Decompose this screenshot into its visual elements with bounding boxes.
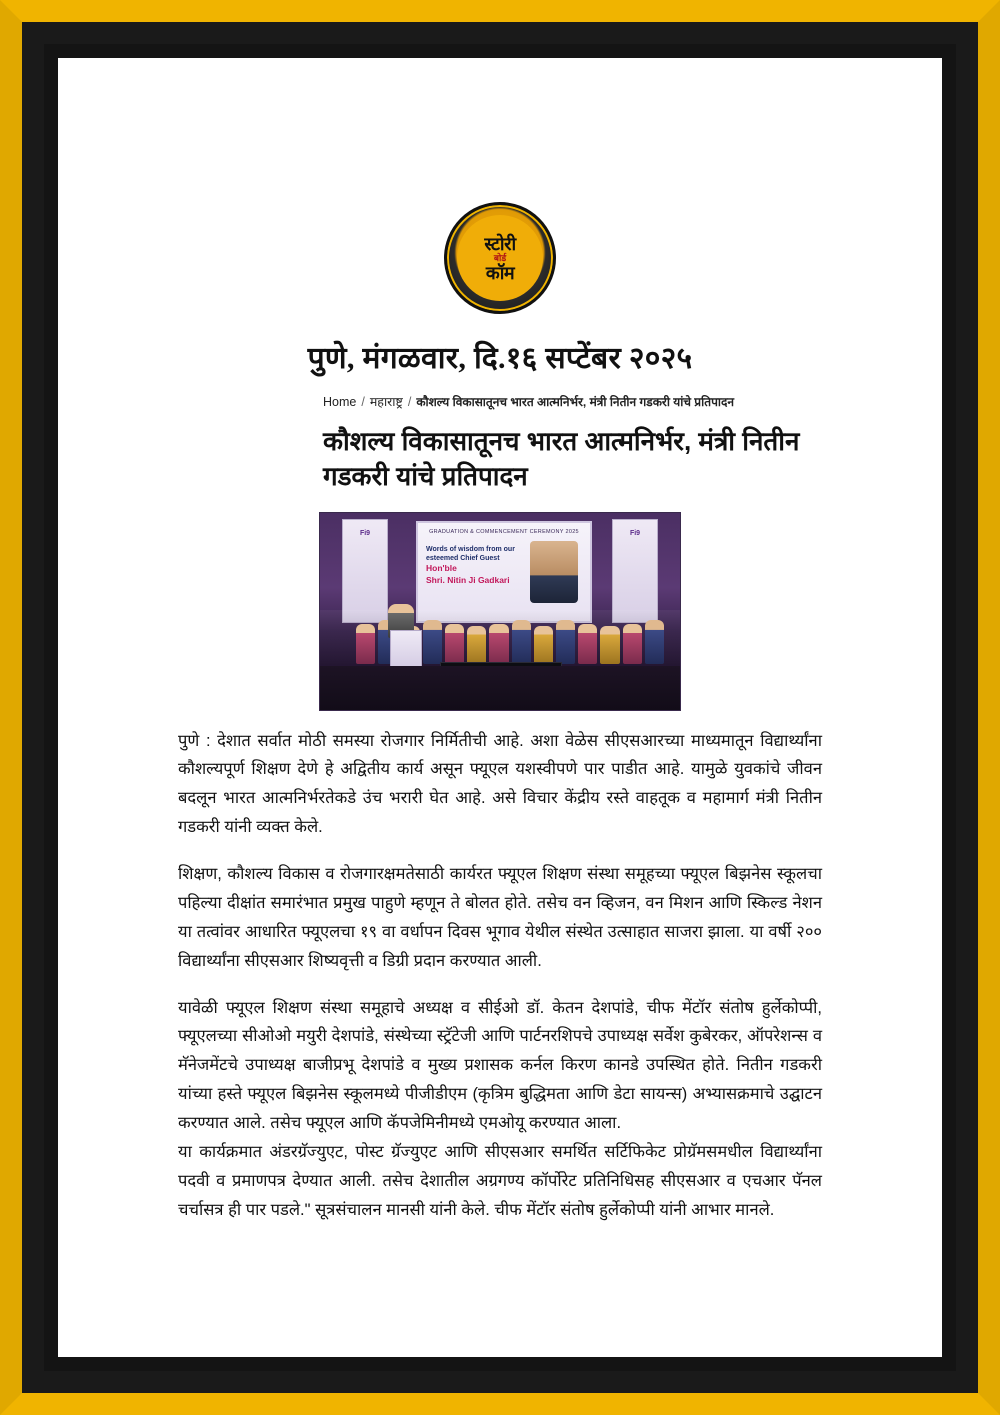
article-page bbox=[94, 94, 906, 1321]
photo-screen-line-1: Words of wisdom from our esteemed Chief Guest bbox=[426, 545, 515, 563]
breadcrumb-separator-1: / bbox=[361, 395, 365, 409]
breadcrumb-section[interactable]: महाराष्ट्र bbox=[369, 395, 403, 409]
article-paragraph: पुणे : देशात सर्वात मोठी समस्या रोजगार निर्मितीची आहे. अशा वेळेस सीएसआरच्या माध्यमातून विद्यार्थ्यांना कौशल्यपूर्ण शिक्षण देणे हे अद्वितीय कार्य असून फ्यूएल यशस्वीपणे पार पाडीत आहे. यामुळे युवकांचे जीवन बदलून भारत आत्मनिर्भरतेकडे उंच भरारी घेत आहे. असे विचार केंद्रीय रस्ते वाहतूक व महामार्ग मंत्री नितीन गडकरी यांनी व्यक्त केले. bbox=[178, 731, 822, 837]
article-paragraph: शिक्षण, कौशल्य विकास व रोजगारक्षमतेसाठी कार्यरत फ्यूएल शिक्षण संस्था समूहच्या फ्यूएल बिझनेस स्कूलचा पहिल्या दीक्षांत समारंभात प्रमुख पाहुणे म्हणून ते बोलत होते. तसेच वन व्हिजन, वन मिशन आणि स्किल्ड नेशन या तत्वांवर आधारित फ्यूएलचा १९ वा वर्धापन दिवस भूगाव येथील संस्थेत उत्साहात साजरा झाला. या वर्षी २०० विद्यार्थ्यांना सीएसआर शिष्यवृत्ती व डिग्री प्रदान करण्यात आली. bbox=[178, 865, 822, 970]
logo-disc bbox=[457, 215, 543, 301]
article-paragraph: यावेळी फ्यूएल शिक्षण संस्था समूहाचे अध्यक्ष व सीईओ डॉ. केतन देशपांडे, चीफ मेंटॉर संतोष हुर्लेकोप्पी, फ्यूएलच्या सीओओ मयुरी देशपांडे, संस्थेच्या स्ट्रॅटेजी आणि पार्टनरशिपचे उपाध्यक्ष सर्वेश कुबेरकर, ऑपरेशन्स व मॅनेजमेंटचे उपाध्यक्ष बाजीप्रभू देशपांडे व मुख्य प्रशासक कर्नल किरण कानडे उपस्थित होते. नितीन गडकरी यांच्या हस्ते फ्यूएल बिझनेस स्कूलमध्ये पीजीडीएम (कृत्रिम बुद्धिमता आणि डेटा सायन्स) अभ्यासक्रमाचे उद्घाटन करण्यात आले. तसेच फ्यूएल आणि कॅपजेमिनीमध्ये एमओयू करण्यात आला. bbox=[178, 998, 822, 1133]
breadcrumb-separator-2: / bbox=[407, 395, 412, 409]
photo-screen-line-2: Hon'ble bbox=[426, 563, 457, 574]
photo-screen-title: GRADUATION & COMMENCEMENT CEREMONY 2025 bbox=[429, 528, 579, 535]
photo-screen-body bbox=[426, 545, 522, 587]
logo-line-1: स्टोरी bbox=[484, 233, 516, 254]
article-figure bbox=[178, 512, 822, 711]
event-photo bbox=[319, 512, 681, 711]
breadcrumb bbox=[178, 393, 822, 410]
storyboard-logo-icon[interactable] bbox=[444, 202, 556, 314]
photo-floor bbox=[320, 666, 680, 710]
photo-screen-portrait bbox=[530, 541, 578, 603]
photo-banner-left: Fi9 bbox=[342, 519, 388, 623]
page-sheet bbox=[94, 94, 906, 1321]
site-logo-wrap bbox=[178, 202, 822, 314]
breadcrumb-current: कौशल्य विकासातूनच भारत आत्मनिर्भर, मंत्री नितीन गडकरी यांचे प्रतिपादन bbox=[416, 395, 735, 409]
masthead-date: पुणे, मंगळवार, दि.१६ सप्टेंबर २०२५ bbox=[307, 342, 693, 375]
breadcrumb-home[interactable]: Home bbox=[323, 395, 357, 409]
photo-stage-screen bbox=[416, 521, 592, 623]
page-title: कौशल्य विकासातूनच भारत आत्मनिर्भर, मंत्री नितीन गडकरी यांचे प्रतिपादन bbox=[323, 426, 800, 492]
article-body bbox=[178, 727, 822, 1225]
decorative-page-border-inner bbox=[44, 44, 956, 1371]
logo-line-3: कॉम bbox=[485, 262, 515, 283]
photo-banner-right: Fi9 bbox=[612, 519, 658, 623]
logo-line-2: बोर्ड bbox=[493, 252, 507, 263]
photo-screen-line-3: Shri. Nitin Ji Gadkari bbox=[426, 574, 510, 585]
article-paragraph: या कार्यक्रमात अंडरग्रॅज्युएट, पोस्ट ग्रॅज्युएट आणि सीएसआर समर्थित सर्टिफिकेट प्रोग्रॅमसमधील विद्यार्थ्यांना पदवी व प्रमाणपत्र देण्यात आली. तसेच देशातील अग्रगण्य कॉर्पोरेट प्रतिनिधिसह सीएसआर व एचआर पॅनल चर्चासत्र ही पार पडले." सूत्रसंचालन मानसी यांनी केले. चीफ मेंटॉर संतोष हुर्लेकोप्पी यांनी आभार मानले. bbox=[178, 1142, 822, 1219]
